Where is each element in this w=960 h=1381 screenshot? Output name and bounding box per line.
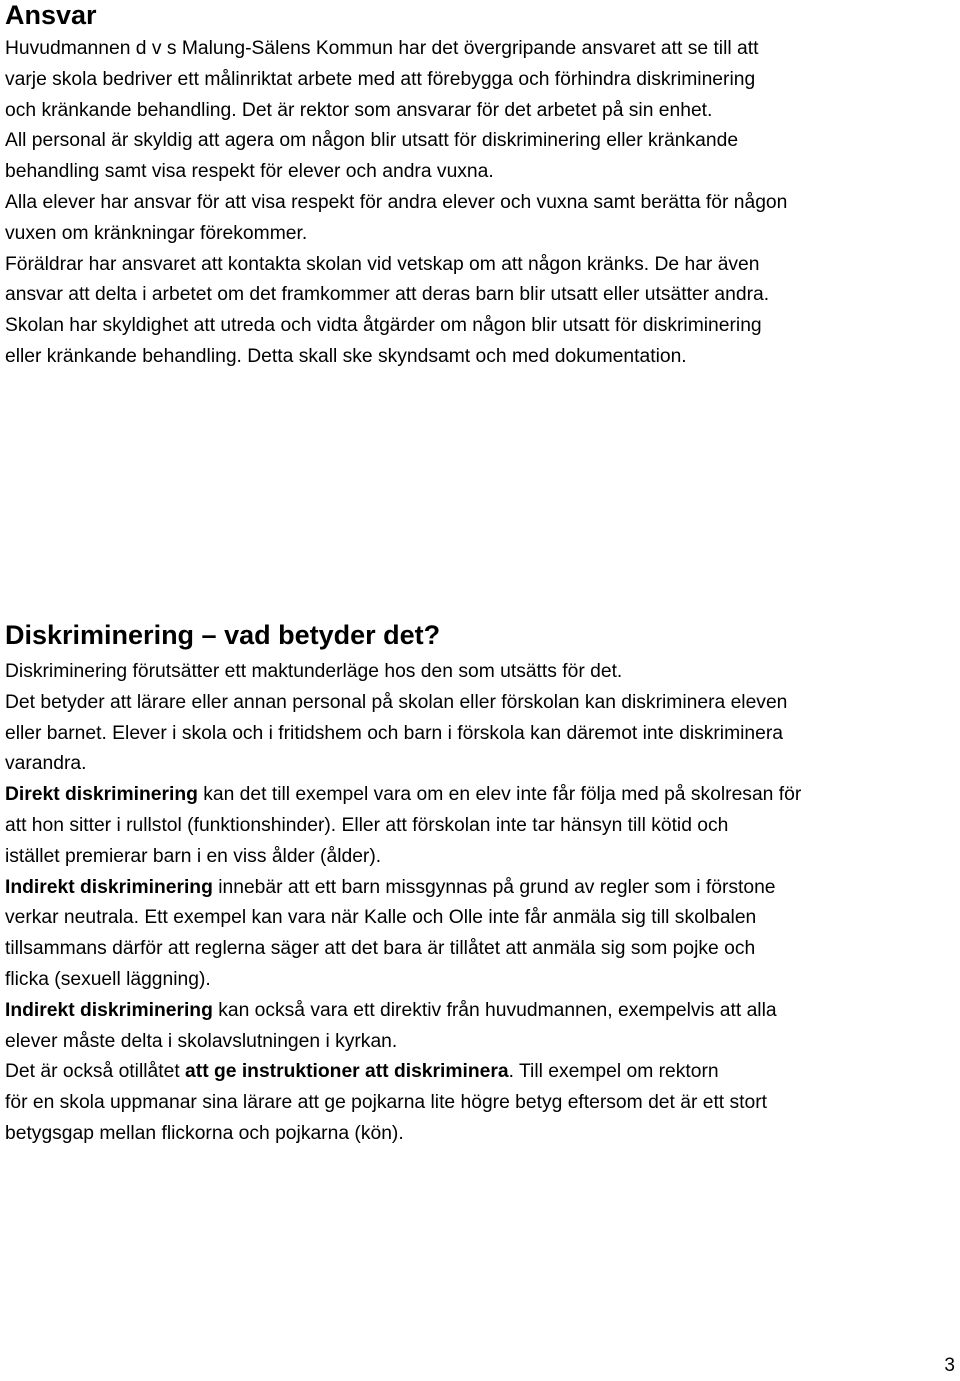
term-direkt-diskriminering: Direkt diskriminering xyxy=(5,784,198,806)
text-line: elever måste delta i skolavslutningen i kyrkan. xyxy=(5,1030,398,1052)
text-line: varandra. xyxy=(5,753,87,775)
text-line: . Till exempel om rektorn xyxy=(508,1061,719,1083)
term-instruktioner: att ge instruktioner att diskriminera xyxy=(185,1061,509,1083)
text-line: betygsgap mellan flickorna och pojkarna (kön). xyxy=(5,1122,404,1144)
text-line: kan det till exempel vara om en elev inte får följa med på skolresan för xyxy=(197,784,802,806)
text-line: och kränkande behandling. Det är rektor som ansvarar för det arbetet på sin enhet. xyxy=(5,99,713,121)
paragraph-diskriminering xyxy=(5,657,955,1150)
heading-diskriminering: Diskriminering – vad betyder det? xyxy=(5,620,441,650)
page-number: 3 xyxy=(944,1355,955,1376)
text-line: behandling samt visa respekt för elever och andra vuxna. xyxy=(5,161,494,183)
text-line: vuxen om kränkningar förekommer. xyxy=(5,222,308,244)
text-line: Diskriminering förutsätter ett maktunderläge hos den som utsätts för det. xyxy=(5,661,623,682)
text-line: varje skola bedriver ett målinriktat arbete med att förebygga och förhindra diskriminering xyxy=(5,68,756,90)
text-line: eller barnet. Elever i skola och i fritidshem och barn i förskola kan däremot inte diskriminera xyxy=(5,722,784,744)
text-line: Huvudmannen d v s Malung-Sälens Kommun har det övergripande ansvaret att se till att xyxy=(5,38,759,59)
text-line: Skolan har skyldighet att utreda och vidta åtgärder om någon blir utsatt för diskriminering xyxy=(5,315,762,337)
text-line: All personal är skyldig att agera om någon blir utsatt för diskriminering eller kränkande xyxy=(5,130,739,152)
text-line: innebär att ett barn missgynnas på grund av regler som i förstone xyxy=(212,876,776,898)
paragraph-ansvar xyxy=(5,34,955,373)
text-line: istället premierar barn i en viss ålder (ålder). xyxy=(5,845,382,867)
text-line: Alla elever har ansvar för att visa respekt för andra elever och vuxna samt berätta för någon xyxy=(5,191,788,213)
term-indirekt-diskriminering: Indirekt diskriminering xyxy=(5,876,213,898)
text-line: Det är också otillåtet xyxy=(5,1061,186,1083)
text-line: eller kränkande behandling. Detta skall ske skyndsamt och med dokumentation. xyxy=(5,345,687,367)
text-line: ansvar att delta i arbetet om det framkommer att deras barn blir utsatt eller utsätter andra. xyxy=(5,284,770,306)
term-indirekt-diskriminering: Indirekt diskriminering xyxy=(5,999,213,1021)
text-line: verkar neutrala. Ett exempel kan vara när Kalle och Olle inte får anmäla sig till skolbalen xyxy=(5,907,757,929)
text-line: Föräldrar har ansvaret att kontakta skolan vid vetskap om att någon kränks. De har även xyxy=(5,253,760,275)
heading-ansvar: Ansvar xyxy=(5,0,97,30)
text-line: flicka (sexuell läggning). xyxy=(5,968,211,990)
text-line: för en skola uppmanar sina lärare att ge pojkarna lite högre betyg eftersom det är ett stort xyxy=(5,1092,768,1114)
text-line: att hon sitter i rullstol (funktionshinder). Eller att förskolan inte tar hänsyn till kötid och xyxy=(5,814,729,836)
text-line: Det betyder att lärare eller annan personal på skolan eller förskolan kan diskriminera eleven xyxy=(5,691,788,713)
text-line: tillsammans därför att reglerna säger att det bara är tillåtet att anmäla sig som pojke och xyxy=(5,938,756,960)
text-line: kan också vara ett direktiv från huvudmannen, exempelvis att alla xyxy=(212,999,777,1021)
